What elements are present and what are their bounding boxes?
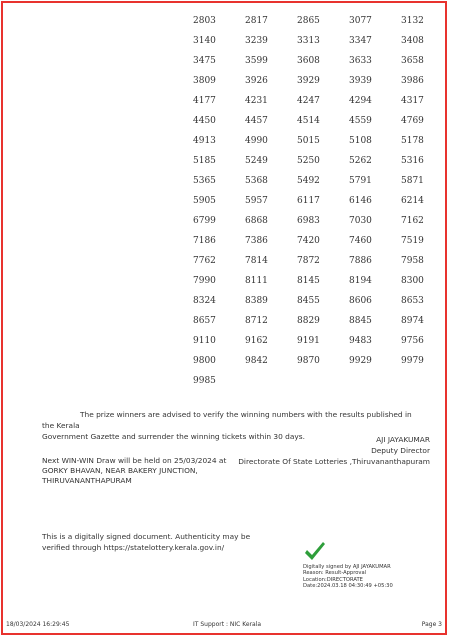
winning-number: 7162 [401, 216, 424, 226]
notice-line-2: Government Gazette and surrender the winning tickets within 30 days. [42, 432, 305, 441]
number-row [186, 134, 446, 154]
number-row [186, 234, 446, 254]
winning-number: 6146 [349, 196, 372, 206]
winning-number: 4294 [349, 96, 372, 106]
number-row [186, 214, 446, 234]
winning-number: 5905 [193, 196, 216, 206]
winning-number: 8194 [349, 276, 372, 286]
winning-number: 4769 [401, 116, 424, 126]
winning-number: 5249 [245, 156, 268, 166]
number-row [186, 94, 446, 114]
winning-number: 8657 [193, 316, 216, 326]
winning-number: 6214 [401, 196, 424, 206]
winning-number: 3658 [401, 56, 424, 66]
number-row [186, 54, 446, 74]
winning-number: 9842 [245, 356, 268, 366]
winning-number: 6983 [297, 216, 320, 226]
next-draw-line-2: GORKY BHAVAN, NEAR BAKERY JUNCTION, [42, 466, 198, 475]
number-row [186, 334, 446, 354]
next-draw-info [42, 456, 226, 486]
winning-number: 5365 [193, 176, 216, 186]
winning-number: 9756 [401, 336, 424, 346]
winning-number: 5791 [349, 176, 372, 186]
winning-number: 9483 [349, 336, 372, 346]
winning-number: 4450 [193, 116, 216, 126]
winning-number: 6799 [193, 216, 216, 226]
winning-number: 5957 [245, 196, 268, 206]
winning-number: 3809 [193, 76, 216, 86]
winning-number: 2817 [245, 16, 268, 26]
sign-reason: Reason: Result-Approval [303, 570, 367, 577]
checkmark-icon [303, 540, 327, 564]
winning-number: 5185 [193, 156, 216, 166]
winning-number: 8111 [245, 276, 268, 286]
winning-number: 5316 [401, 156, 424, 166]
number-row [186, 254, 446, 274]
winning-number: 5178 [401, 136, 424, 146]
sign-date: Date:2024.03.18 04:30:49 +05:30 [303, 583, 393, 590]
winning-number: 7886 [349, 256, 372, 266]
winning-number: 8145 [297, 276, 320, 286]
winning-number: 5015 [297, 136, 320, 146]
winning-number: 3599 [245, 56, 268, 66]
number-row [186, 294, 446, 314]
winning-number: 8845 [349, 316, 372, 326]
winning-number: 7386 [245, 236, 268, 246]
winning-number: 8324 [193, 296, 216, 306]
winning-number: 3347 [349, 36, 372, 46]
winning-number: 3475 [193, 56, 216, 66]
winning-number: 3986 [401, 76, 424, 86]
signatory-office: Directorate Of State Lotteries ,Thiruvananthapuram [238, 457, 430, 466]
winning-number: 4913 [193, 136, 216, 146]
number-row [186, 74, 446, 94]
winning-number: 8829 [297, 316, 320, 326]
winning-number: 7872 [297, 256, 320, 266]
winning-number: 9110 [193, 336, 216, 346]
winning-number: 5368 [245, 176, 268, 186]
winning-number: 7814 [245, 256, 268, 266]
winning-number: 7030 [349, 216, 372, 226]
digital-notice-line-1: This is a digitally signed document. Authenticity may be [42, 532, 251, 541]
winning-number: 5250 [297, 156, 320, 166]
number-row [186, 274, 446, 294]
number-row [186, 174, 446, 194]
winning-number: 3313 [297, 36, 320, 46]
digital-signature-stamp [303, 564, 393, 590]
winning-number: 6868 [245, 216, 268, 226]
winning-number: 3408 [401, 36, 424, 46]
number-row [186, 114, 446, 134]
digital-notice-line-2: verified through https://statelottery.kerala.gov.in/ [42, 543, 225, 552]
winning-number: 8712 [245, 316, 268, 326]
digital-sign-notice [42, 531, 250, 553]
number-row [186, 34, 446, 54]
number-row [186, 374, 446, 394]
winning-number: 5108 [349, 136, 372, 146]
winning-number: 3939 [349, 76, 372, 86]
winning-number: 9800 [193, 356, 216, 366]
signatory-designation: Deputy Director [371, 446, 430, 455]
winning-number: 7990 [193, 276, 216, 286]
winning-number: 2865 [297, 16, 320, 26]
winning-number: 9191 [297, 336, 320, 346]
number-row [186, 14, 446, 34]
footer-page-number: Page 3 [421, 621, 442, 628]
winning-numbers-grid [186, 14, 446, 394]
winning-number: 3140 [193, 36, 216, 46]
winning-number: 2803 [193, 16, 216, 26]
next-draw-line-1: Next WIN-WIN Draw will be held on 25/03/2024 at [42, 456, 227, 465]
winning-number: 4990 [245, 136, 268, 146]
winning-number: 8653 [401, 296, 424, 306]
sign-location: Location:DIRECTORATE [303, 576, 363, 583]
winning-number: 9929 [349, 356, 372, 366]
winning-number: 3929 [297, 76, 320, 86]
winning-number: 4177 [193, 96, 216, 106]
winning-number: 3633 [349, 56, 372, 66]
winning-number: 4457 [245, 116, 268, 126]
signatory-block [238, 434, 430, 467]
winning-number: 7186 [193, 236, 216, 246]
winning-number: 8389 [245, 296, 268, 306]
winning-number: 9985 [193, 376, 216, 386]
winning-number: 4559 [349, 116, 372, 126]
winning-number: 4247 [297, 96, 320, 106]
winning-number: 3608 [297, 56, 320, 66]
winning-number: 7958 [401, 256, 424, 266]
next-draw-line-3: THIRUVANANTHAPURAM [42, 476, 132, 485]
winning-number: 8300 [401, 276, 424, 286]
number-row [186, 154, 446, 174]
winning-number: 7420 [297, 236, 320, 246]
winning-number: 4514 [297, 116, 320, 126]
number-row [186, 194, 446, 214]
winning-number: 7519 [401, 236, 424, 246]
winning-number: 6117 [297, 196, 320, 206]
winning-number: 5871 [401, 176, 424, 186]
winning-number: 3239 [245, 36, 268, 46]
number-row [186, 354, 446, 374]
winning-number: 8455 [297, 296, 320, 306]
winning-number: 7762 [193, 256, 216, 266]
winning-number: 9979 [401, 356, 424, 366]
winning-number: 4317 [401, 96, 424, 106]
winning-number: 7460 [349, 236, 372, 246]
winning-number: 9162 [245, 336, 268, 346]
winning-number: 3077 [349, 16, 372, 26]
signed-by: Digitally signed by AJI JAYAKUMAR [303, 564, 391, 570]
winning-number: 5492 [297, 176, 320, 186]
number-row [186, 314, 446, 334]
footer-timestamp: 18/03/2024 16:29:45 [6, 621, 70, 628]
signatory-name: AJI JAYAKUMAR [376, 435, 430, 444]
winning-number: 3132 [401, 16, 424, 26]
winning-number: 8974 [401, 316, 424, 326]
winning-number: 5262 [349, 156, 372, 166]
footer-it-support: IT Support : NIC Kerala [193, 621, 262, 628]
winning-number: 4231 [245, 96, 268, 106]
winning-number: 9870 [297, 356, 320, 366]
winning-number: 3926 [245, 76, 268, 86]
winning-number: 8606 [349, 296, 372, 306]
notice-line-1: The prize winners are advised to verify the winning numbers with the results published in the Kerala [42, 410, 412, 430]
